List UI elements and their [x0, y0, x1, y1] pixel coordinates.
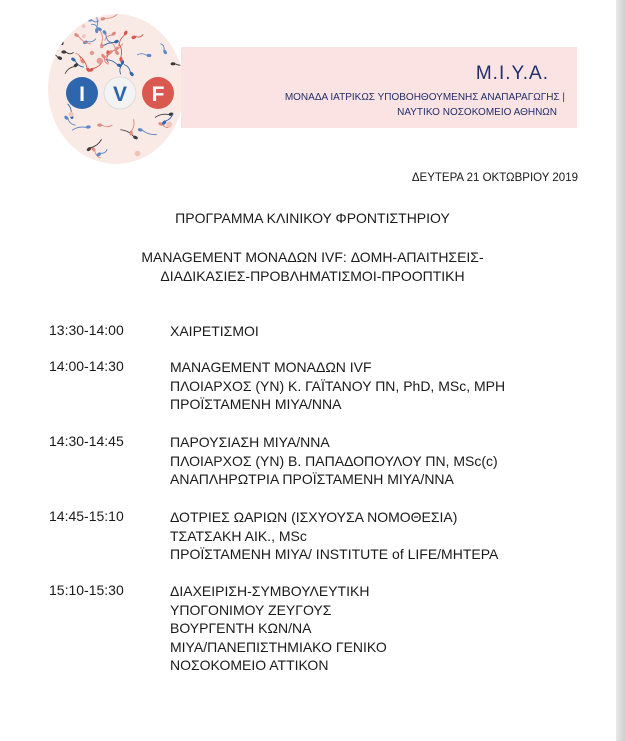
schedule-time: 14:45-15:10 — [49, 508, 124, 524]
schedule-line: ΠΑΡΟΥΣΙΑΣΗ ΜΙΥΑ/ΝΝΑ — [170, 434, 330, 450]
schedule-time: 13:30-14:00 — [49, 322, 124, 338]
org-name-line2: ΝΑΥΤΙΚΟ ΝΟΣΟΚΟΜΕΙΟ ΑΘΗΝΩΝ — [397, 107, 557, 118]
page-edge-shadow — [616, 0, 625, 741]
schedule-line: ΥΠΟΓΟΝΙΜΟΥ ΖΕΥΓΟΥΣ — [170, 601, 332, 618]
program-title: ΠΡΟΓΡΑΜΜΑ ΚΛΙΝΙΚΟΥ ΦΡΟΝΤΙΣΤΗΡΙΟΥ — [175, 210, 450, 226]
schedule-line: MANAGEMENT ΜΟΝΑΔΩΝ IVF — [170, 359, 372, 375]
schedule-line: ΠΡΟΪΣΤΑΜΕΝΗ ΜΙΥΑ/ INSTITUTE of LIFE/ΜΗΤΕΡΑ — [170, 546, 499, 562]
schedule-time: 14:00-14:30 — [49, 358, 124, 374]
schedule-line: ΠΛΟΙΑΡΧΟΣ (ΥΝ) Β. ΠΑΠΑΔΟΠΟΥΛΟΥ ΠΝ, MSc(c) — [170, 452, 498, 469]
schedule-time: 15:10-15:30 — [49, 582, 124, 598]
schedule-line: ΔΙΑΧΕΙΡΙΣΗ-ΣΥΜΒΟΥΛΕΥΤΙΚΗ — [170, 583, 370, 599]
logo-letter-v — [104, 77, 136, 109]
schedule-line: ΠΡΟΪΣΤΑΜΕΝΗ ΜΙΥΑ/ΝΝΑ — [170, 396, 342, 412]
schedule-line: ΧΑΙΡΕΤΙΣΜΟΙ — [170, 323, 259, 339]
schedule-line: ΠΛΟΙΑΡΧΟΣ (ΥΝ) Κ. ΓΑΪΤΑΝΟΥ ΠΝ, PhD, MSc, MPH — [170, 377, 506, 394]
schedule-line: ΝΟΣΟΚΟΜΕΙΟ ΑΤΤΙΚΟΝ — [170, 657, 329, 673]
svg-text:I: I — [79, 83, 85, 106]
subtitle-line2: ΔΙΑΔΙΚΑΣΙΕΣ-ΠΡΟΒΛΗΜΑΤΙΣΜΟΙ-ΠΡΟΟΠΤΙΚΗ — [160, 268, 465, 284]
org-banner — [181, 47, 577, 128]
schedule-line: ΔΟΤΡΙΕΣ ΩΑΡΙΩΝ (ΙΣΧΥΟΥΣΑ ΝΟΜΟΘΕΣΙΑ) — [170, 509, 458, 525]
schedule-line: ΒΟΥΡΓΕΝΤΗ ΚΩΝ/ΝΑ — [170, 620, 312, 636]
schedule-line: ΑΝΑΠΛΗΡΩΤΡΙΑ ΠΡΟΪΣΤΑΜΕΝΗ ΜΙΥΑ/ΝΝΑ — [170, 471, 454, 487]
ivf-logo — [47, 13, 185, 165]
org-name-line1: ΜΟΝΑΔΑ ΙΑΤΡΙΚΩΣ ΥΠΟΒΟΗΘΟΥΜΕΝΗΣ ΑΝΑΠΑΡΑΓΩΓΗΣ | — [284, 92, 565, 103]
subtitle-line1: MANAGEMENT ΜΟΝΑΔΩΝ IVF: ΔΟΜΗ-ΑΠΑΙΤΗΣΕΙΣ- — [141, 249, 484, 265]
program-subtitle — [0, 248, 625, 286]
schedule-time: 14:30-14:45 — [49, 433, 124, 449]
logo-letter-i — [66, 77, 98, 109]
schedule-line: ΤΣΑΤΣΑΚΗ ΑΙΚ., MSc — [170, 527, 307, 544]
svg-text:V: V — [112, 83, 128, 106]
svg-text:F: F — [151, 83, 165, 106]
schedule-line: ΜΙΥΑ/ΠΑΝΕΠΙΣΤΗΜΙΑΚΟ ΓΕΝΙΚΟ — [170, 638, 387, 655]
org-abbrev: Μ.Ι.Υ.Α. — [475, 63, 549, 84]
logo-letter-f — [142, 77, 174, 109]
event-date: ΔΕΥΤΕΡΑ 21 ΟΚΤΩΒΡΙΟΥ 2019 — [411, 172, 578, 184]
